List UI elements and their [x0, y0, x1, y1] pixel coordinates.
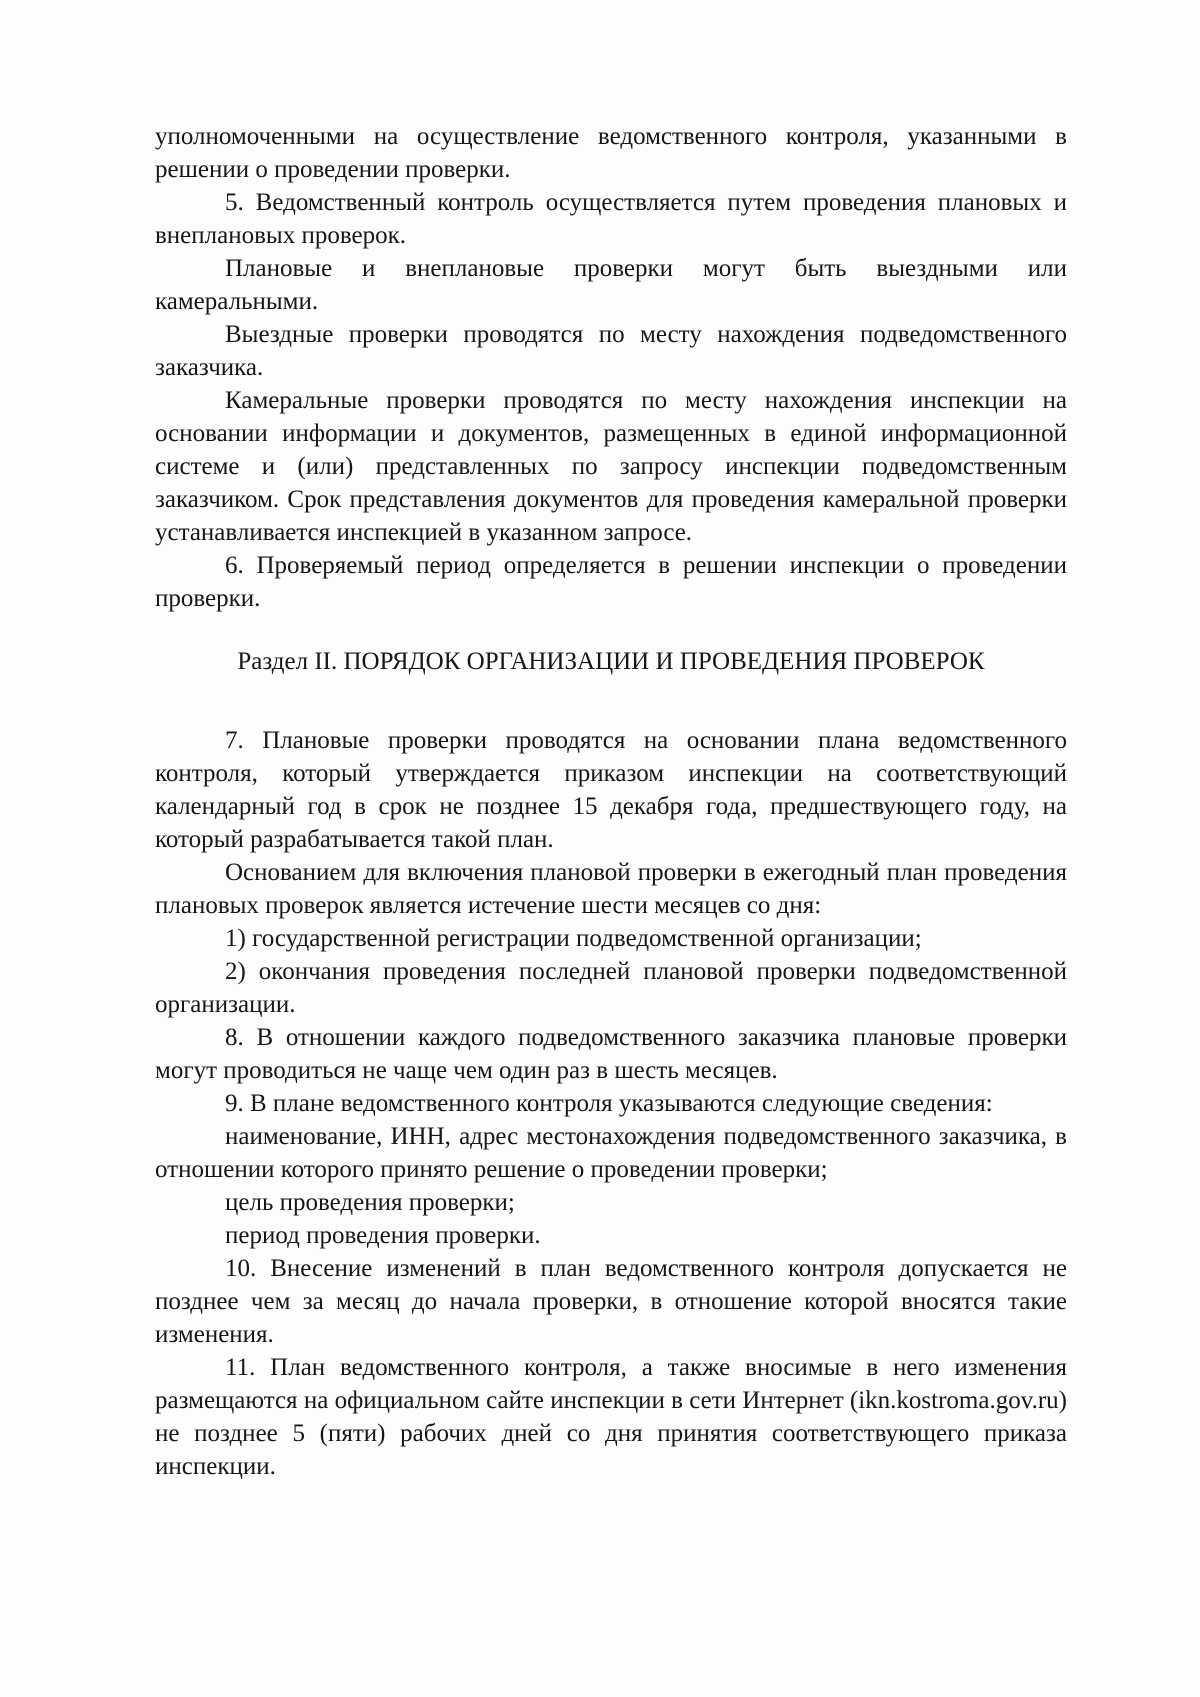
paragraph-inspection-types: Плановые и внеплановые проверки могут быть выездными или камеральными. — [155, 255, 1067, 315]
paragraph-basis: Основанием для включения плановой проверки в ежегодный план проведения плановых проверок является истечение шести месяцев со дня: — [155, 859, 1067, 919]
paragraph-item-10: 10. Внесение изменений в план ведомственного контроля допускается не позднее чем за месяц до начала проверки, в отношение которой вносятся такие изменения. — [155, 1255, 1067, 1348]
paragraph-item-7: 7. Плановые проверки проводятся на основании плана ведомственного контроля, который утверждается приказом инспекции на соответствующий календарный год в срок не позднее 15 декабря года, предшествующего году, на который разрабатывается такой план. — [155, 727, 1067, 853]
paragraph-item-11: 11. План ведомственного контроля, а также вносимые в него изменения размещаются на официальном сайте инспекции в сети Интернет (ikn.kostroma.gov.ru) не позднее 5 (пяти) рабочих дней со дня принятия соответствующего приказа инспекции. — [155, 1354, 1067, 1480]
section-heading: Раздел II. ПОРЯДОК ОРГАНИЗАЦИИ И ПРОВЕДЕНИЯ ПРОВЕРОК — [237, 648, 985, 675]
document-body — [155, 120, 1067, 1483]
paragraph-subitem-2: 2) окончания проведения последней плановой проверки подведомственной организации. — [155, 958, 1067, 1018]
paragraph-item-9: 9. В плане ведомственного контроля указываются следующие сведения: — [225, 1090, 993, 1117]
paragraph-field-inspections: Выездные проверки проводятся по месту нахождения подведомственного заказчика. — [155, 321, 1067, 381]
paragraph-item-6: 6. Проверяемый период определяется в решении инспекции о проведении проверки. — [155, 552, 1067, 612]
paragraph-item-8: 8. В отношении каждого подведомственного заказчика плановые проверки могут проводиться не чаще чем один раз в шесть месяцев. — [155, 1024, 1067, 1084]
paragraph-plan-name: наименование, ИНН, адрес местонахождения подведомственного заказчика, в отношении которого принято решение о проведении проверки; — [155, 1123, 1067, 1183]
paragraph-plan-period: период проведения проверки. — [225, 1222, 541, 1249]
paragraph-desk-inspections: Камеральные проверки проводятся по месту нахождения инспекции на основании информации и документов, размещенных в единой информационной системе и (или) представленных по запросу инспекции подведомственным заказчиком. Срок представления документов для проведения камеральной проверки устанавливается инспекцией в указанном запросе. — [155, 387, 1067, 546]
paragraph-continuation: уполномоченными на осуществление ведомственного контроля, указанными в решении о проведении проверки. — [155, 123, 1067, 183]
paragraph-plan-goal: цель проведения проверки; — [225, 1189, 515, 1216]
paragraph-item-5: 5. Ведомственный контроль осуществляется путем проведения плановых и внеплановых проверок. — [155, 189, 1067, 249]
paragraph-subitem-1: 1) государственной регистрации подведомственной организации; — [225, 925, 922, 952]
